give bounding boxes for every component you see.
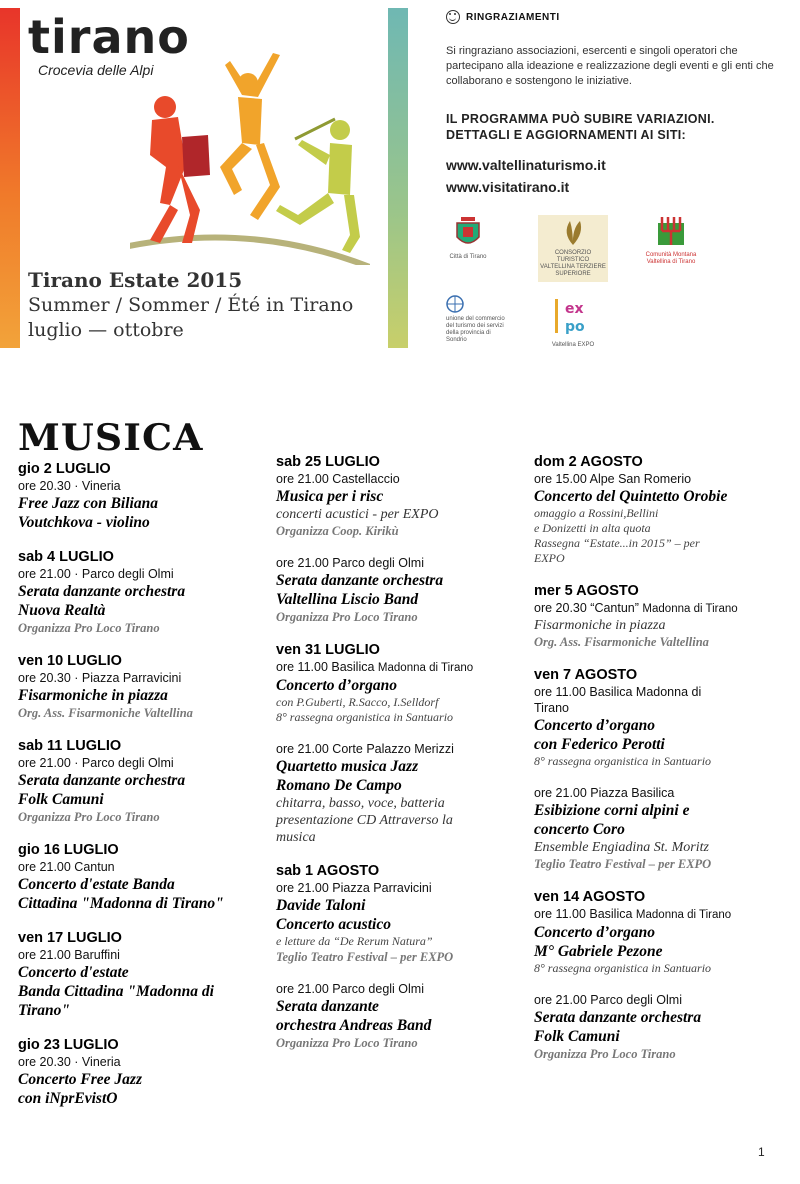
event-note: e letture da “De Rerum Natura”	[276, 934, 433, 948]
event-organizer: Organizza Pro Loco Tirano	[534, 1047, 676, 1061]
website-link-valtellina[interactable]: www.valtellinaturismo.it	[446, 157, 606, 173]
event-note: omaggio a Rossini,Bellini	[534, 506, 659, 520]
event-title: Serata danzante orchestra	[276, 572, 444, 589]
event-organizer: Organizza Pro Loco Tirano	[18, 810, 160, 824]
banner-title: Tirano Estate 2015	[28, 268, 243, 292]
event-item	[18, 1036, 258, 1108]
thanks-heading: RINGRAZIAMENTI	[446, 10, 786, 24]
program-column-2	[276, 453, 521, 1067]
event-description: Ensemble Engiadina St. Moritz	[534, 840, 709, 855]
event-time-location	[276, 555, 521, 571]
banner-color-bar-left	[0, 8, 20, 348]
event-date: mer 5 AGOSTO	[534, 583, 639, 599]
event-time-location	[276, 659, 521, 676]
event-date: ven 17 LUGLIO	[18, 930, 122, 946]
event-time: ore 15.00 Alpe San Romerio	[534, 472, 692, 486]
event-title: Serata danzante orchestra	[534, 1009, 702, 1026]
event-time: ore 21.00 · Parco degli Olmi	[18, 756, 174, 770]
event-title: M° Gabriele Pezone	[534, 943, 663, 960]
event-time-location	[276, 471, 521, 487]
event-time: ore 11.00 Basilica Madonna di	[534, 685, 702, 699]
event-item	[276, 555, 521, 625]
event-organizer: Teglio Teatro Festival – per EXPO	[534, 857, 712, 871]
event-date: ven 31 LUGLIO	[276, 642, 380, 658]
event-title: Fisarmoniche in piazza	[18, 687, 168, 704]
program-column-1	[18, 460, 258, 1124]
event-time-location	[534, 906, 796, 923]
event-title: Serata danzante orchestra	[18, 772, 186, 789]
event-title: Banda Cittadina "Madonna di	[18, 983, 214, 1000]
event-time-location	[18, 478, 258, 494]
tirano-logo: tirano	[28, 10, 190, 64]
event-time-location	[18, 670, 258, 686]
event-organizer: Org. Ass. Fisarmoniche Valtellina	[534, 635, 709, 649]
event-description: presentazione CD Attraverso la	[276, 813, 453, 828]
event-date: gio 2 LUGLIO	[18, 461, 111, 477]
leaf-icon	[558, 219, 588, 247]
event-organizer: EXPO	[534, 551, 565, 565]
event-date: ven 10 LUGLIO	[18, 653, 122, 669]
event-time: ore 21.00 Castellaccio	[276, 472, 400, 486]
event-organizer: Teglio Teatro Festival – per EXPO	[276, 950, 454, 964]
event-time: ore 21.00 · Parco degli Olmi	[18, 567, 174, 581]
event-title: Cittadina "Madonna di Tirano"	[18, 895, 224, 912]
event-item	[276, 981, 521, 1051]
event-location-detail: Madonna di Tirano	[635, 909, 732, 921]
event-title: Serata danzante	[276, 998, 379, 1015]
event-title: Concerto d'estate	[18, 964, 129, 981]
event-item	[276, 741, 521, 846]
event-date: gio 23 LUGLIO	[18, 1037, 119, 1053]
expo-logo: ex po Valtellina EXPO	[538, 295, 608, 349]
event-date: sab 1 AGOSTO	[276, 863, 380, 879]
dancers-illustration	[130, 45, 370, 265]
section-title: MUSICA	[18, 417, 204, 459]
event-time: ore 20.30 “Cantun”	[534, 601, 639, 615]
event-title: Davide Taloni	[276, 897, 366, 914]
city-crest-logo: Città di Tirano	[446, 215, 490, 261]
event-time: ore 20.30 · Piazza Parravicini	[18, 671, 182, 685]
event-time-location	[18, 859, 258, 875]
event-title: Voutchkova - violino	[18, 514, 150, 531]
event-item	[276, 862, 521, 965]
event-title: Concerto d’organo	[276, 677, 397, 694]
event-time: ore 11.00 Basilica	[534, 907, 633, 921]
event-item	[18, 929, 258, 1020]
svg-text:ex: ex	[565, 301, 584, 317]
event-title: Nuova Realtà	[18, 602, 106, 619]
event-time-location	[276, 981, 521, 997]
event-date: dom 2 AGOSTO	[534, 454, 643, 470]
program-column-3	[534, 453, 796, 1078]
rake-icon	[656, 215, 686, 249]
event-location-detail: Madonna di Tirano	[377, 662, 474, 674]
event-time-location	[534, 684, 796, 700]
event-description: concerti acustici - per EXPO	[276, 507, 439, 522]
event-date: sab 4 LUGLIO	[18, 549, 114, 565]
sponsor-logos	[446, 215, 786, 350]
event-item	[534, 785, 796, 872]
smiley-icon	[446, 10, 460, 24]
event-title: Concerto d'estate Banda	[18, 876, 175, 893]
event-title: Valtellina Liscio Band	[276, 591, 419, 608]
event-time-location-cont: Tirano	[534, 701, 569, 715]
event-title: con iNprEvistO	[18, 1090, 118, 1107]
acknowledgements	[446, 10, 786, 195]
event-organizer: Organizza Pro Loco Tirano	[276, 1036, 418, 1050]
event-item	[534, 992, 796, 1062]
event-title: Quartetto musica Jazz	[276, 758, 419, 775]
banner-dates: luglio — ottobre	[28, 319, 184, 341]
event-time: ore 21.00 Piazza Basilica	[534, 786, 675, 800]
event-item	[18, 841, 258, 913]
logo-tagline: Crocevia delle Alpi	[38, 62, 154, 78]
event-organizer: Rassegna “Estate...in 2015” – per	[534, 536, 700, 550]
website-link-tirano[interactable]: www.visitatirano.it	[446, 179, 570, 195]
event-title: Concerto acustico	[276, 916, 391, 933]
event-title: con Federico Perotti	[534, 736, 665, 753]
event-note: 8° rassegna organistica in Santuario	[276, 710, 454, 724]
event-time: ore 21.00 Parco degli Olmi	[276, 556, 424, 570]
event-title: Musica per i risc	[276, 488, 384, 505]
svg-text:po: po	[565, 319, 585, 335]
event-organizer: Organizza Coop. Kirikù	[276, 524, 399, 538]
event-title: Concerto Free Jazz	[18, 1071, 142, 1088]
event-time: ore 21.00 Baruffini	[18, 948, 120, 962]
event-item	[18, 460, 258, 532]
event-note: 8° rassegna organistica in Santuario	[534, 754, 712, 768]
event-time-location	[276, 741, 521, 757]
banner-subtitle: Summer / Sommer / Été in Tirano	[28, 294, 354, 316]
event-time-location	[534, 785, 796, 801]
event-organizer: Organizza Pro Loco Tirano	[276, 610, 418, 624]
event-time: ore 21.00 Corte Palazzo Merizzi	[276, 742, 454, 756]
event-title: Romano De Campo	[276, 777, 402, 794]
event-time-location	[534, 471, 796, 487]
event-time-location	[534, 600, 796, 617]
event-date: gio 16 LUGLIO	[18, 842, 119, 858]
event-title: Tirano"	[18, 1002, 70, 1019]
banner-color-bar-right	[388, 8, 408, 348]
event-item	[276, 453, 521, 539]
event-item	[276, 641, 521, 725]
event-time: ore 20.30 · Vineria	[18, 479, 121, 493]
event-description: chitarra, basso, voce, batteria	[276, 796, 445, 811]
event-title: Free Jazz con Biliana	[18, 495, 158, 512]
event-time: ore 21.00 Cantun	[18, 860, 115, 874]
event-title: Concerto del Quintetto Orobie	[534, 488, 728, 505]
event-description: musica	[276, 830, 316, 845]
event-title: Concerto d’organo	[534, 717, 655, 734]
event-title: Concerto d’organo	[534, 924, 655, 941]
consorzio-logo: CONSORZIO TURISTICO VALTELLINA TERZIERE SUPERIORE	[538, 215, 608, 282]
event-item	[534, 666, 796, 769]
event-time-location	[18, 755, 258, 771]
program-notice: IL PROGRAMMA PUÒ SUBIRE VARIAZIONI. DETTAGLI E AGGIORNAMENTI AI SITI:	[446, 112, 715, 142]
event-date: ven 14 AGOSTO	[534, 889, 646, 905]
event-description: Fisarmoniche in piazza	[534, 618, 666, 633]
event-title: concerto Coro	[534, 821, 625, 838]
event-title: Esibizione corni alpini e	[534, 802, 690, 819]
event-time-location	[18, 1054, 258, 1070]
event-location-detail: Madonna di Tirano	[642, 603, 738, 615]
comunita-montana-logo: Comunità Montana Valtellina di Tirano	[641, 215, 701, 266]
event-note: 8° rassegna organistica in Santuario	[534, 961, 712, 975]
event-title: Serata danzante orchestra	[18, 583, 186, 600]
event-item	[534, 582, 796, 650]
event-time-location	[18, 566, 258, 582]
event-time: ore 11.00 Basilica	[276, 660, 375, 674]
event-organizer: Org. Ass. Fisarmoniche Valtellina	[18, 706, 193, 720]
event-item	[18, 652, 258, 721]
event-time: ore 21.00 Parco degli Olmi	[534, 993, 682, 1007]
event-note: con P.Guberti, R.Sacco, I.Selldorf	[276, 695, 439, 709]
event-title: Folk Camuni	[18, 791, 104, 808]
event-title: Folk Camuni	[534, 1028, 620, 1045]
event-item	[18, 548, 258, 636]
event-time-location	[534, 992, 796, 1008]
expo-icon	[553, 295, 593, 339]
event-date: sab 11 LUGLIO	[18, 738, 122, 754]
unione-commercio-logo: unione del commercio del turismo dei servizi della provincia di Sondrio	[446, 295, 526, 344]
page-number: 1	[758, 1145, 765, 1159]
event-note: e Donizetti in alta quota	[534, 521, 651, 535]
event-time: ore 21.00 Piazza Parravicini	[276, 881, 432, 895]
crest-icon	[453, 215, 483, 251]
event-title: orchestra Andreas Band	[276, 1017, 432, 1034]
event-banner	[0, 0, 408, 348]
event-time-location	[18, 947, 258, 963]
event-time-location	[276, 880, 521, 896]
event-time: ore 20.30 · Vineria	[18, 1055, 121, 1069]
event-time: ore 21.00 Parco degli Olmi	[276, 982, 424, 996]
event-date: sab 25 LUGLIO	[276, 454, 380, 470]
event-item	[534, 888, 796, 976]
event-organizer: Organizza Pro Loco Tirano	[18, 621, 160, 635]
globe-icon	[446, 295, 464, 313]
event-date: ven 7 AGOSTO	[534, 667, 638, 683]
thanks-text: Si ringraziano associazioni, esercenti e singoli operatori che partecipano alla ideazione e realizzazione degli eventi e gli enti che collaborano e sostengono le iniziative.	[446, 45, 774, 87]
event-item	[534, 453, 796, 566]
event-item	[18, 737, 258, 825]
